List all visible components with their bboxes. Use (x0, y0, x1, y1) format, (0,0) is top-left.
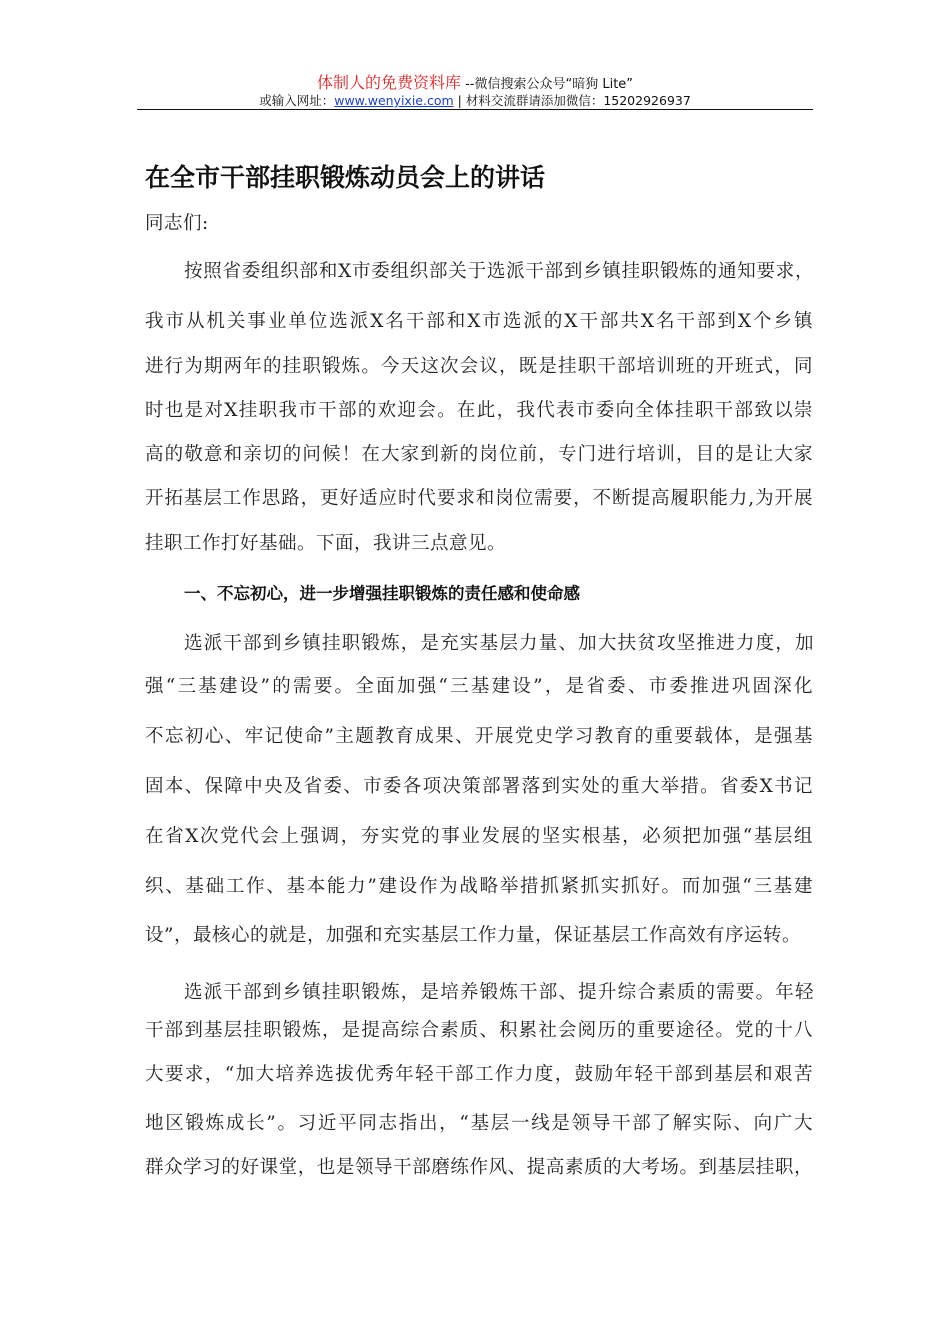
paragraph1-line: 按照省委组织部和X市委组织部关于选派干部到乡镇挂职锻炼的通知要求， (184, 261, 814, 282)
paragraph2-line: 设”，最核心的就是，加强和充实基层工作力量，保证基层工作高效有序运转。 (145, 925, 801, 946)
contact-text: | 材料交流群请添加微信：15202926937 (453, 93, 691, 108)
website-link[interactable]: www.wenyixie.com (334, 93, 454, 108)
section-heading: 一、不忘初心，进一步增强挂职锻炼的责任感和使命感 (184, 584, 580, 603)
paragraph1-line: 我市从机关事业单位选派X名干部和X市选派的X干部共X名干部到X个乡镇 (145, 311, 813, 332)
paragraph2-line: 选派干部到乡镇挂职锻炼，是充实基层力量、加大扶贫攻坚推进力度，加 (184, 633, 814, 654)
header-tagline: --微信搜索公众号“暗狗 Lite” (460, 77, 634, 92)
paragraph2-line: 在省X次党代会上强调，夯实党的事业发展的坚实根基，必须把加强“基层组 (145, 826, 813, 847)
paragraph1-line: 开拓基层工作思路，更好适应时代要求和岗位需要，不断提高履职能力,为开展 (145, 488, 813, 509)
paragraph1-line: 进行为期两年的挂职锻炼。今天这次会议，既是挂职干部培训班的开班式，同 (145, 356, 813, 377)
paragraph3-line: 干部到基层挂职锻炼，是提高综合素质、积累社会阅历的重要途径。党的十八 (145, 1020, 813, 1041)
paragraph1-line: 高的敬意和亲切的问候！在大家到新的岗位前，专门进行培训，目的是让大家 (145, 444, 813, 465)
paragraph3-line: 群众学习的好课堂，也是领导干部磨练作风、提高素质的大考场。到基层挂职， (145, 1157, 813, 1178)
paragraph3-line: 大要求，“加大培养选拔优秀年轻干部工作力度，鼓励年轻干部到基层和艰苦 (145, 1064, 813, 1085)
paragraph3-line: 地区锻炼成长”。习近平同志指出，“基层一线是领导干部了解实际、向广大 (145, 1113, 813, 1134)
brand-name: 体制人的免费资料库 (316, 73, 461, 92)
paragraph1-line: 时也是对X挂职我市干部的欢迎会。在此，我代表市委向全体挂职干部致以崇 (145, 400, 813, 421)
salutation: 同志们: (145, 213, 209, 234)
paragraph2-line: 强“三基建设”的需要。全面加强“三基建设”，是省委、市委推进巩固深化 (145, 676, 813, 697)
paragraph2-line: 织、基础工作、基本能力”建设作为战略举措抓紧抓实抓好。而加强“三基建 (145, 876, 813, 897)
watermark-subheader (0, 91, 950, 109)
url-prefix: 或输入网址： (259, 93, 335, 108)
header-divider (137, 109, 813, 110)
paragraph3-line: 选派干部到乡镇挂职锻炼，是培养锻炼干部、提升综合素质的需要。年轻 (184, 982, 814, 1003)
document-title: 在全市干部挂职锻炼动员会上的讲话 (145, 163, 546, 192)
paragraph2-line: 固本、保障中央及省委、市委各项决策部署落到实处的重大举措。省委X书记 (145, 776, 813, 797)
watermark-header (0, 70, 950, 93)
paragraph2-line: 不忘初心、牢记使命”主题教育成果、开展党史学习教育的重要载体，是强基 (145, 726, 813, 747)
paragraph1-line: 挂职工作打好基础。下面，我讲三点意见。 (145, 533, 507, 554)
